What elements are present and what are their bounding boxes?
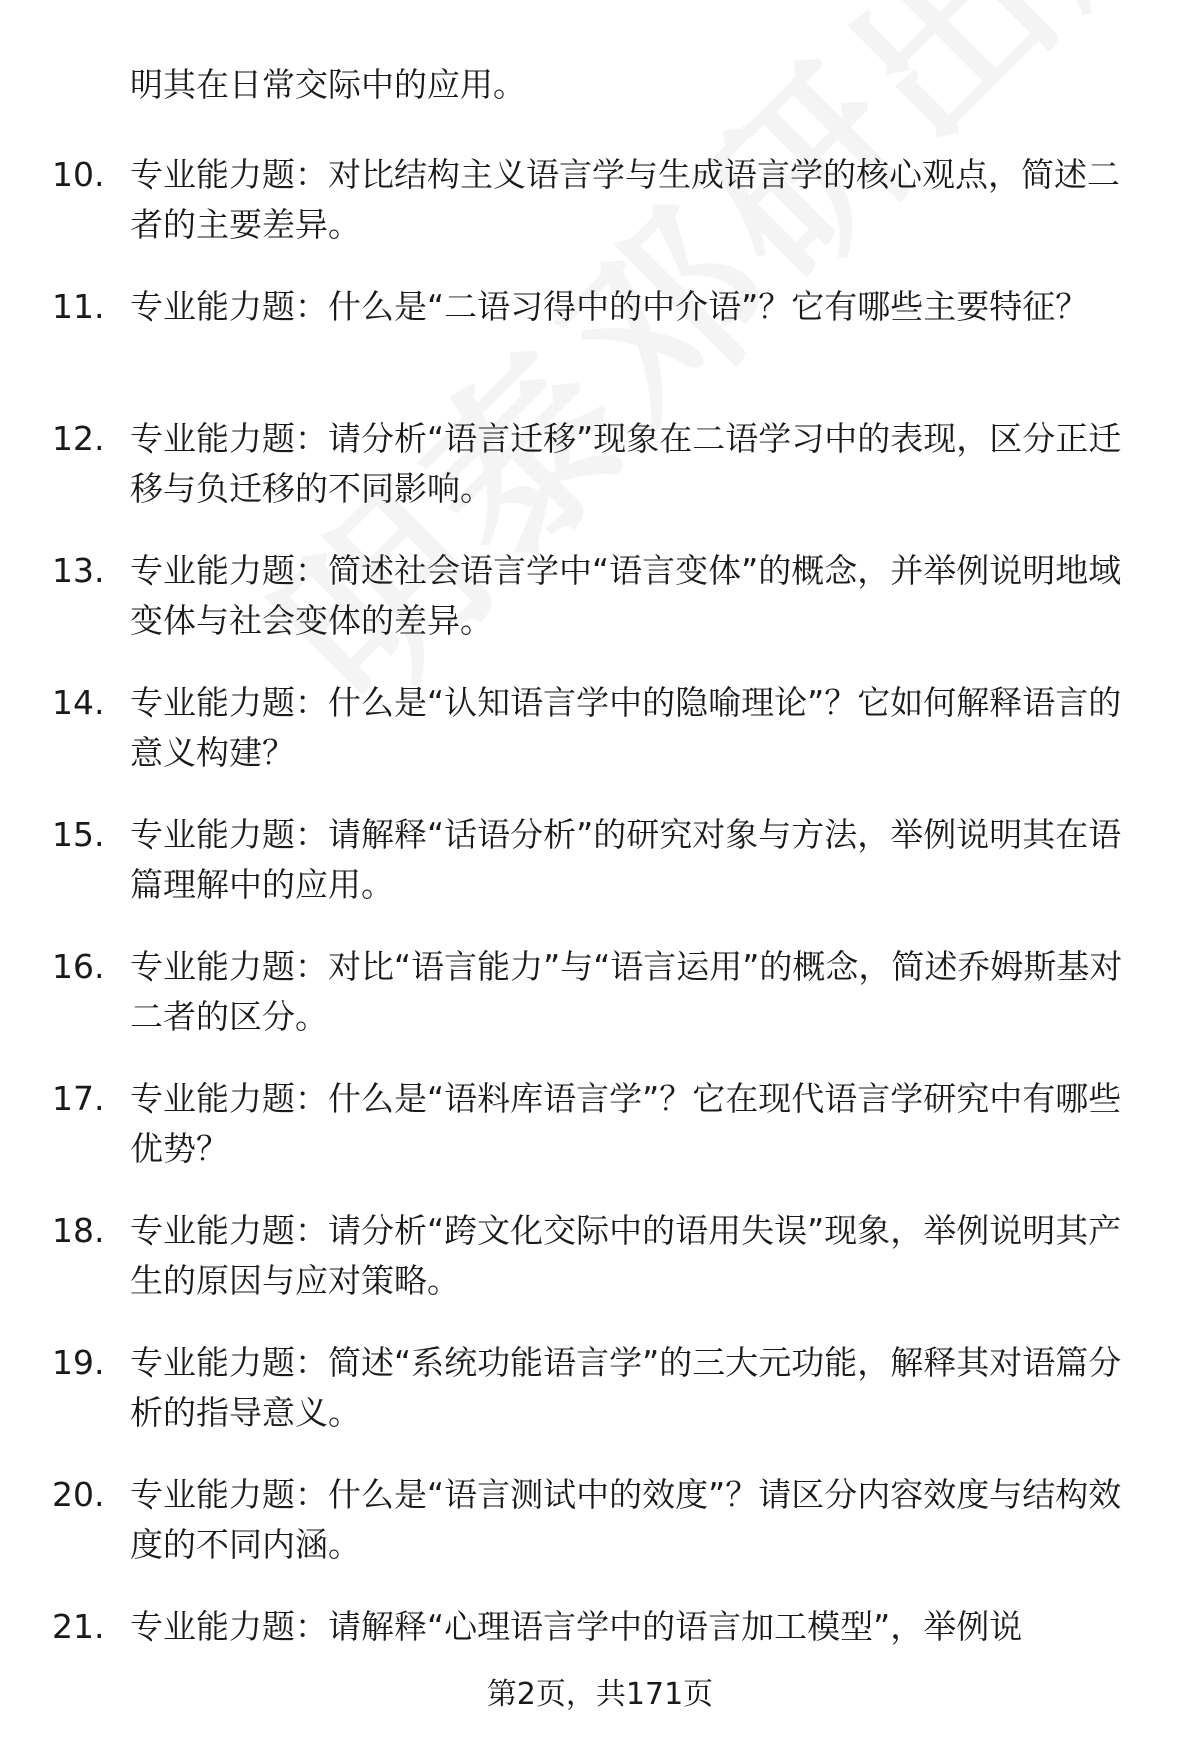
question-number: 12. bbox=[52, 419, 105, 458]
question-number: 16. bbox=[52, 947, 105, 986]
question-text: 专业能力题：请解释“话语分析”的研究对象与方法，举例说明其在语篇理解中的应用。 bbox=[130, 815, 1122, 904]
question-item bbox=[0, 678, 1200, 810]
question-item bbox=[0, 414, 1200, 546]
question-text: 专业能力题：什么是“语料库语言学”？它在现代语言学研究中有哪些优势？ bbox=[130, 1079, 1122, 1168]
question-text: 专业能力题：请分析“语言迁移”现象在二语学习中的表现，区分正迁移与负迁移的不同影响。 bbox=[130, 419, 1122, 508]
question-number: 17. bbox=[52, 1079, 105, 1118]
question-text: 专业能力题：请解释“心理语言学中的语言加工模型”，举例说 bbox=[130, 1607, 1023, 1646]
question-item bbox=[0, 810, 1200, 942]
continuation-text: 明其在日常交际中的应用。 bbox=[130, 65, 526, 104]
question-number: 18. bbox=[52, 1211, 105, 1250]
question-number: 15. bbox=[52, 815, 105, 854]
question-text: 专业能力题：简述“系统功能语言学”的三大元功能，解释其对语篇分析的指导意义。 bbox=[130, 1343, 1122, 1432]
question-list bbox=[0, 150, 1200, 1734]
question-text: 专业能力题：什么是“二语习得中的中介语”？它有哪些主要特征？ bbox=[130, 287, 1089, 326]
question-number: 14. bbox=[52, 683, 105, 722]
question-text: 专业能力题：什么是“认知语言学中的隐喻理论”？它如何解释语言的意义构建？ bbox=[130, 683, 1122, 772]
question-item bbox=[0, 1074, 1200, 1206]
question-text: 专业能力题：对比结构主义语言学与生成语言学的核心观点，简述二者的主要差异。 bbox=[130, 155, 1120, 244]
question-number: 19. bbox=[52, 1343, 105, 1382]
question-item bbox=[0, 282, 1200, 414]
question-number: 11. bbox=[52, 287, 105, 326]
question-text: 专业能力题：对比“语言能力”与“语言运用”的概念，简述乔姆斯基对二者的区分。 bbox=[130, 947, 1123, 1036]
question-item bbox=[0, 1470, 1200, 1602]
question-number: 13. bbox=[52, 551, 105, 590]
question-item bbox=[0, 1338, 1200, 1470]
question-number: 20. bbox=[52, 1475, 105, 1514]
question-text: 专业能力题：什么是“语言测试中的效度”？请区分内容效度与结构效度的不同内涵。 bbox=[130, 1475, 1122, 1564]
question-text: 专业能力题：简述社会语言学中“语言变体”的概念，并举例说明地域变体与社会变体的差异。 bbox=[130, 551, 1122, 640]
page-footer: 第2页，共171页 bbox=[486, 1677, 714, 1712]
question-number: 10. bbox=[52, 155, 105, 194]
question-item bbox=[0, 942, 1200, 1074]
question-item bbox=[0, 1206, 1200, 1338]
question-item bbox=[0, 546, 1200, 678]
question-text: 专业能力题：请分析“跨文化交际中的语用失误”现象，举例说明其产生的原因与应对策略。 bbox=[130, 1211, 1122, 1300]
question-number: 21. bbox=[52, 1607, 105, 1646]
question-item bbox=[0, 150, 1200, 282]
